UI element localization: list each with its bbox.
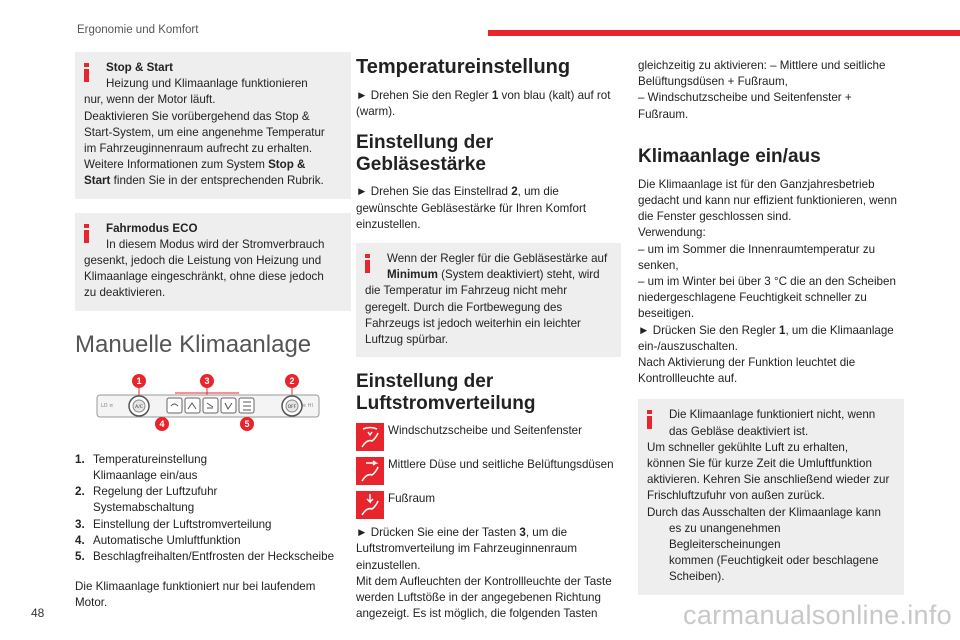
- vent-airflow-icon: [356, 457, 384, 485]
- temp-instruction: ► Drehen Sie den Regler 1 von blau (kalt) auf rot: [356, 89, 611, 102]
- page-number: 48: [31, 606, 45, 620]
- ac-control-panel: [87, 373, 327, 433]
- note-text: Heizung und Klimaanlage funktionieren: [106, 77, 308, 91]
- airflow-item-footwell: Fußraum: [356, 491, 621, 519]
- callout-3: 3: [204, 375, 210, 386]
- info-note-eco: [75, 213, 351, 311]
- list-item: 2. Regelung der Luftzufuhr Systemabschaltung: [75, 485, 218, 515]
- header-accent-bar: [488, 30, 960, 36]
- info-icon: [365, 254, 370, 275]
- column-left: [75, 52, 351, 612]
- info-note-stop-start: [75, 52, 351, 199]
- heading-blower: Einstellung der Gebläsestärke: [356, 132, 494, 176]
- note-text: im Fahrzeuginnenraum aufrecht zu erhalten.: [84, 142, 313, 156]
- note-title: Stop & Start: [106, 61, 173, 74]
- svg-text:≡ HI: ≡ HI: [302, 402, 314, 409]
- callout-5: 5: [244, 418, 250, 429]
- control-legend-list: [75, 452, 351, 565]
- blower-instruction: einzustellen.: [356, 217, 421, 231]
- list-item: 3. Einstellung der Luftstromverteilung: [75, 517, 272, 531]
- note-text: In diesem Modus wird der Stromverbrauch: [106, 237, 325, 251]
- list-item: 5. Beschlagfreihalten/Entfrosten der Heckscheibe: [75, 550, 335, 564]
- ac-label: A/C: [135, 404, 143, 410]
- info-icon: [84, 63, 89, 84]
- info-icon: [647, 410, 652, 431]
- list-item: 4. Automatische Umluftfunktion: [75, 533, 241, 547]
- callout-4: 4: [159, 418, 165, 429]
- control-panel-illustration: [87, 373, 351, 438]
- airflow-item-center-vents: Mittlere Düse und seitliche Belüftungsdüsen: [356, 457, 621, 485]
- airflow-item-windscreen: Windschutzscheibe und Seitenfenster: [356, 423, 621, 451]
- note-text: Start finden Sie in der entsprechenden Rubrik.: [84, 174, 324, 188]
- note-text: nur, wenn der Motor läuft.: [84, 93, 216, 107]
- info-note-ac: Die Klimaanlage funktioniert nicht, wenn das Gebläse deaktiviert ist. Um schneller gekühlte Luft zu erhalten, können Sie für kurze Zeit die Umluftfunktion aktivieren. Kehren Sie anschließend wieder zur Frischluftzufuhr von außen zurück. Durch das Ausschalten der Klimaanlage kann es zu unangenehmen Begleiterscheinungen kommen (Feuchtigkeit oder beschlagene Scheiben).: [638, 399, 904, 594]
- callout-1: 1: [136, 375, 142, 386]
- note-text: zu deaktivieren.: [84, 286, 166, 300]
- column-right: gleichzeitig zu aktivieren: – Mittlere und seitliche Belüftungsdüsen + Fußraum, – Windschutzscheibe und Seitenfenster + Fußraum. Klimaanlage ein/aus Die Klimaanlage ist für den Ganzjahresbetrieb gedacht und kann nur effizient funktionieren, wenn die Fenster geschlossen sind. Verwendung: – um im Sommer die Innenraumtemperatur zu senken, – um im Winter bei über 3 °C die an den Scheiben niedergeschlagene Feuchtigkeit schneller zu beseitigen. ► Drücken Sie den Regler 1, um die Klimaanlage ein-/auszuschalten. Nach Aktivierung der Funktion leuchtet die Kontrollleuchte auf. Die Klimaanlage funktioniert nicht, wenn das Gebläse deaktiviert ist. Um schneller gekühlte Luft zu erhalten, können Sie für kurze Zeit die Umluftfunktion aktivieren. Kehren Sie anschließend wieder zur Frischluftzufuhr von außen zurück. Durch das Ausschalten der Klimaanlage kann es zu unangenehmen Begleiterscheinungen kommen (Feuchtigkeit oder beschlagene Scheiben).: [638, 58, 904, 609]
- info-icon: [84, 224, 89, 245]
- blower-instruction: ► Drehen Sie das Einstellrad 2, um die: [356, 185, 559, 199]
- off-label: OFF: [287, 404, 297, 410]
- note-text: gesenkt, jedoch die Leistung von Heizung und: [84, 254, 322, 268]
- footwell-airflow-icon: [356, 491, 384, 519]
- ac-engine-note: Die Klimaanlage funktioniert nur bei laufendem Motor.: [75, 580, 316, 610]
- list-item: 1. Temperatureinstellung Klimaanlage ein/aus: [75, 452, 208, 483]
- heading-temperature: Temperatureinstellung: [356, 56, 571, 78]
- svg-text:LO ≡: LO ≡: [101, 402, 114, 409]
- temp-instruction: (warm).: [356, 105, 396, 119]
- watermark: carmanualsonline.info: [683, 600, 952, 630]
- note-text: Deaktivieren Sie vorübergehend das Stop &: [84, 109, 310, 123]
- callout-2: 2: [289, 375, 295, 386]
- note-text: Weitere Informationen zum System Stop &: [84, 158, 306, 172]
- blower-instruction: gewünschte Gebläsestärke für Ihren Komfort: [356, 201, 587, 215]
- section-header: Ergonomie und Komfort: [77, 24, 199, 36]
- heading-airflow: Einstellung der Luftstromverteilung: [356, 371, 536, 415]
- heading-ac-on-off: Klimaanlage ein/aus: [638, 145, 821, 167]
- note-text: Start-System, um eine angenehme Temperatur: [84, 125, 325, 139]
- windscreen-airflow-icon: [356, 423, 384, 451]
- note-text: Klimaanlage eingeschränkt, ohne diese jedoch: [84, 270, 324, 284]
- section-title-manual-ac: Manuelle Klimaanlage: [75, 330, 312, 358]
- column-middle: Temperatureinstellung ► Drehen Sie den Regler 1 von blau (kalt) auf rot (warm). Einstellung der Gebläsestärke ► Drehen Sie das Einstellrad 2, um die gewünschte Gebläsestärke für Ihren Komfort einzustellen. Wenn der Regler für die Gebläsestärke auf Minimum (System deaktiviert) steht, wird die Temperatur im Fahrzeug nicht mehr geregelt. Durch die Fortbewegung des Fahrzeugs ist jedoch weiterhin ein leichter Luftzug spürbar. Einstellung der Luftstromverteilung Windschutzscheibe und Seitenfenster Mittlere Düse und seitliche Belüftungsdüsen Fußraum ► Drücken Sie eine der Tasten 3, um die Luftstromverteilung im Fahrzeuginnenraum einzustellen. Mit dem Aufleuchten der Kontrollleuchte der Taste werden Luftstöße in der angegebenen Richtung angezeigt. Es ist möglich, die folgenden Tasten: [356, 52, 621, 622]
- info-note-blower-min: Wenn der Regler für die Gebläsestärke auf Minimum (System deaktiviert) steht, wird die Temperatur im Fahrzeug nicht mehr geregelt. Durch die Fortbewegung des Fahrzeugs ist jedoch weiterhin ein leichter Luftzug spürbar.: [356, 243, 621, 357]
- note-title: Fahrmodus ECO: [106, 221, 198, 235]
